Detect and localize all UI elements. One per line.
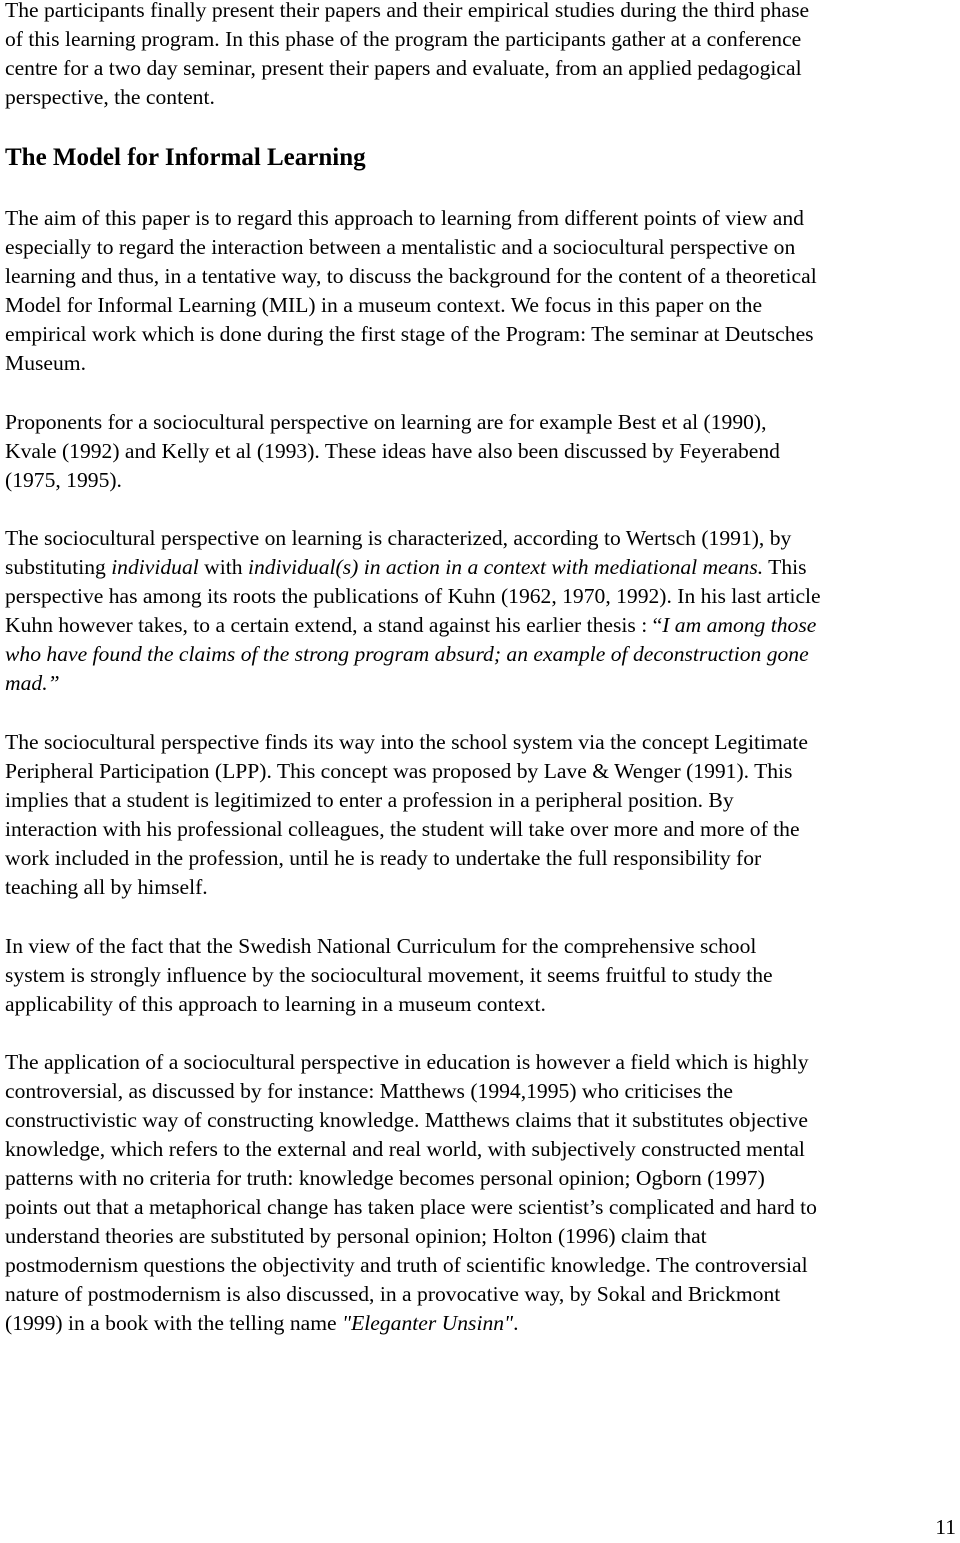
text-run: . bbox=[513, 1311, 519, 1335]
italic-term: individual bbox=[111, 555, 199, 579]
page-number: 11 bbox=[935, 1515, 956, 1539]
italic-quote: I am among those who have found the claims of the strong program absurd; an example of deconstruction gone mad.” bbox=[5, 613, 817, 695]
intro-paragraph: The participants finally present their papers and their empirical studies during the third phase of this learning program. In this phase of the program the participants gather at a conference centre for a two day seminar, present their papers and evaluate, from an applied pedagogical perspective, the content. bbox=[5, 0, 810, 109]
text-run: with bbox=[198, 555, 248, 579]
italic-phrase: individual(s) in action in a context with mediational means. bbox=[247, 555, 764, 579]
text-run: The sociocultural perspective on learning is characterized, according to Wertsch (1991), by substituting bbox=[5, 526, 792, 579]
paragraph-lpp: The sociocultural perspective finds its way into the school system via the concept Legitimate Peripheral Participation (LPP). This concept was proposed by Lave & Wenger (1991). This implies that a student is legitimized to enter a profession in a peripheral position. By interaction with his professional colleagues, the student will take over more and more of the work included in the profession, until he is ready to undertake the full responsibility for teaching all by himself. bbox=[5, 730, 808, 899]
italic-book-title: "Eleganter Unsinn" bbox=[342, 1311, 514, 1335]
paragraph-curriculum: In view of the fact that the Swedish National Curriculum for the comprehensive school system is strongly influence by the sociocultural movement, it seems fruitful to study the applicability of this approach to learning in a museum context. bbox=[5, 934, 773, 1016]
section-heading: The Model for Informal Learning bbox=[5, 144, 366, 171]
paragraph-controversy bbox=[5, 1048, 817, 1338]
paragraph-aim: The aim of this paper is to regard this approach to learning from different points of view and especially to regard the interaction between a mentalistic and a sociocultural perspective on learning and thus, in a tentative way, to discuss the background for the content of a theoretical Model for Informal Learning (MIL) in a museum context. We focus in this paper on the empirical work which is done during the first stage of the Program: The seminar at Deutsches Museum. bbox=[5, 206, 817, 375]
text-run: This perspective has among its roots the publications of Kuhn (1962, 1970, 1992). In his last article Kuhn however takes, to a certain extend, a stand against his earlier thesis : “ bbox=[5, 555, 821, 637]
paragraph-sociocultural bbox=[5, 524, 821, 698]
text-run: The application of a sociocultural perspective in education is however a field which is highly controversial, as discussed by for instance: Matthews (1994,1995) who criticises the constructivistic way of constructing knowledge. Matthews claims that it substitutes objective knowledge, which refers to the external and real world, with subjectively constructed mental patterns with no criteria for truth: knowledge becomes personal opinion; Ogborn (1997) points out that a metaphorical change has taken place were scientist’s complicated and hard to understand theories are substituted by personal opinion; Holton (1996) claim that postmodernism questions the objectivity and truth of scientific knowledge. The controversial nature of postmodernism is also discussed, in a provocative way, by Sokal and Brickmont (1999) in a book with the telling name bbox=[5, 1050, 817, 1335]
paragraph-proponents: Proponents for a sociocultural perspective on learning are for example Best et al (1990), Kvale (1992) and Kelly et al (1993). These ideas have also been discussed by Feyerabend (1975, 1995). bbox=[5, 410, 780, 492]
